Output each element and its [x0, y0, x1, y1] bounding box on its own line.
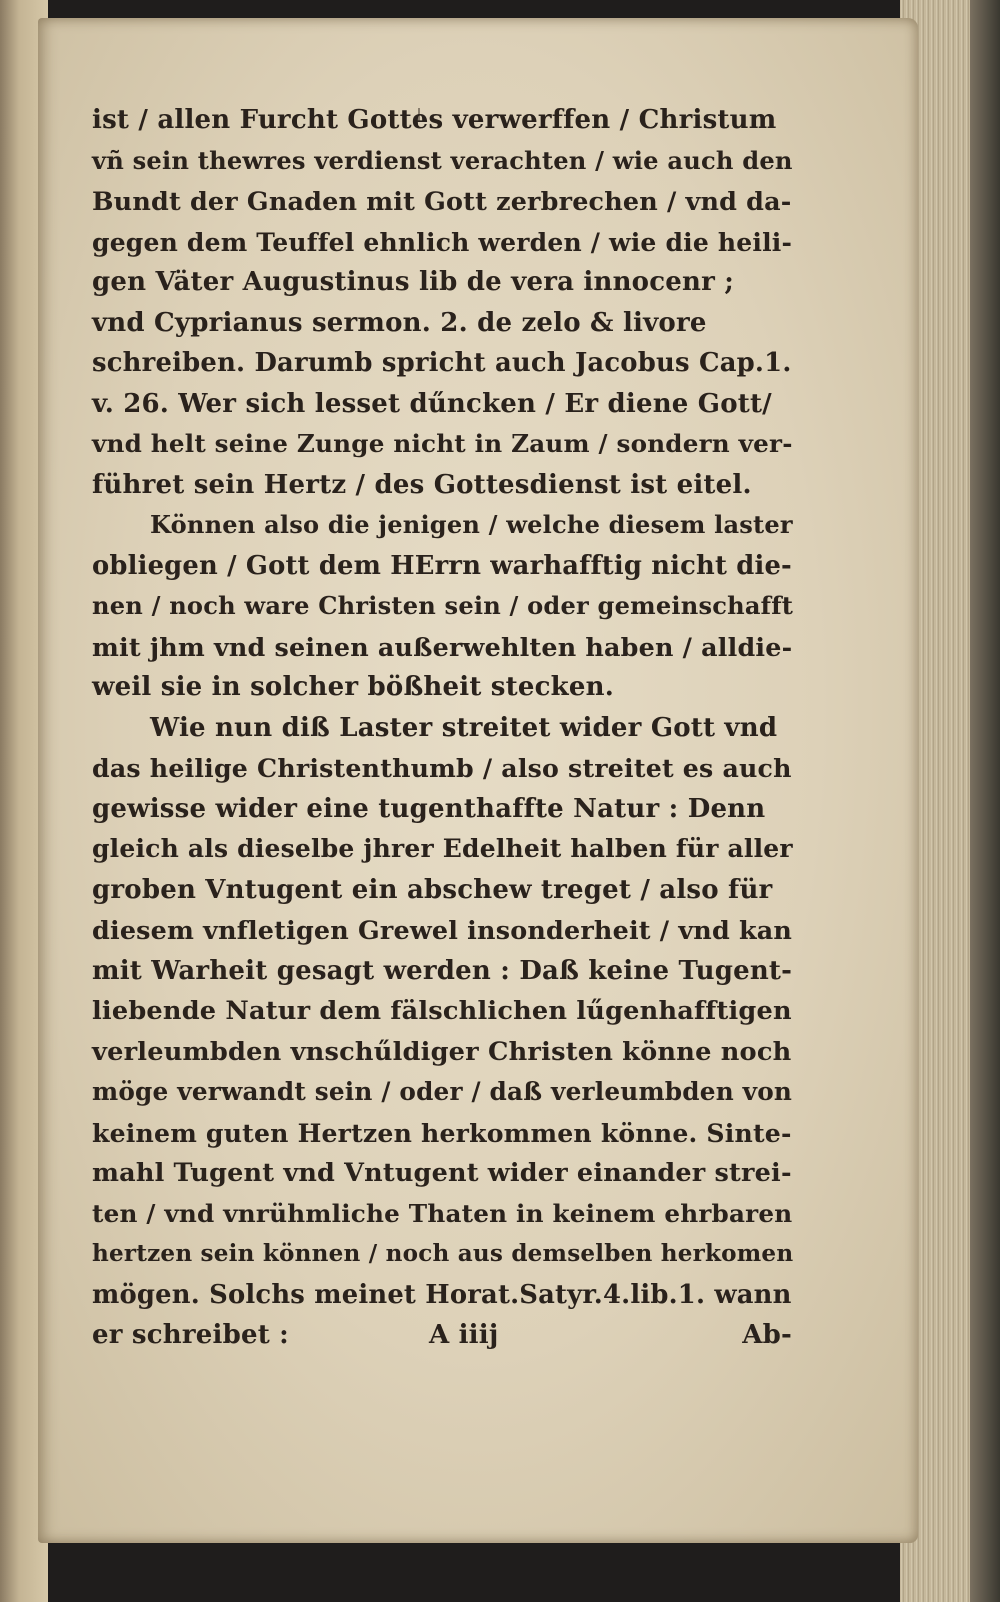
text-line: gen Väter Augustinus lib de vera innocenr ; [92, 267, 735, 297]
catchword: Ab- [742, 1320, 792, 1350]
book-edge-shadow [970, 0, 1000, 1602]
text-line: gleich als dieselbe jhrer Edelheit halben für aller [92, 834, 793, 863]
paragraph-start-line: Wie nun diß Laster streitet wider Gott vnd [150, 712, 778, 743]
text-line: möge verwandt sein / oder / daß verleumbden von [92, 1077, 793, 1106]
text-line: führet sein Hertz / des Gottesdienst ist eitel. [92, 469, 752, 500]
text-line: diesem vnfletigen Grewel insonderheit / vnd kan [92, 915, 793, 945]
text-line: vnd helt seine Zunge nicht in Zaum / sondern ver- [92, 429, 793, 458]
text-line: weil sie in solcher bößheit stecken. [92, 672, 614, 702]
text-line: ist / allen Furcht Gottes verwerffen / Christum [92, 105, 777, 135]
text-line: mahl Tugent vnd Vntugent wider einander strei- [92, 1158, 792, 1188]
text-line: ten / vnd vnrühmliche Thaten in keinem ehrbaren [92, 1198, 793, 1228]
text-line: vnd Cyprianus sermon. 2. de zelo & livore [92, 307, 707, 338]
text-line: mit jhm vnd seinen außerwehlten haben / alldie- [92, 631, 793, 662]
text-line: hertzen sein können / noch aus demselben herkomen [92, 1240, 794, 1267]
paragraph-start-line: Können also die jenigen / welche diesem laster [150, 510, 793, 539]
text-line: mögen. Solchs meinet Horat.Satyr.4.lib.1. wann [92, 1279, 792, 1310]
text-line: das heilige Christenthumb / also streitet es auch [92, 753, 792, 783]
text-line: verleumbden vnschűldiger Christen könne noch [92, 1036, 792, 1067]
page-footer [92, 1315, 792, 1356]
text-line: schreiben. Darumb spricht auch Jacobus Cap.1. [92, 348, 792, 378]
signature-mark: A iiij [428, 1320, 499, 1350]
text-line: v. 26. Wer sich lesset dűncken / Er diene Gott/ [92, 388, 772, 419]
page-text [92, 100, 792, 1356]
text-line: obliegen / Gott dem HErrn warhafftig nicht die- [92, 550, 792, 581]
text-line: groben Vntugent ein abschew treget / also für [92, 874, 773, 905]
last-text-line: er schreibet : [92, 1320, 289, 1350]
text-line: gegen dem Teuffel ehnlich werden / wie die heili- [92, 226, 793, 257]
text-line: mit Warheit gesagt werden : Daß keine Tugent- [92, 955, 793, 986]
text-line: Bundt der Gnaden mit Gott zerbrechen / vnd da- [92, 186, 792, 216]
text-line: gewisse wider eine tugenthaffte Natur : Denn [92, 793, 766, 824]
text-line: liebende Natur dem fälschlichen lűgenhafftigen [92, 996, 792, 1026]
text-line: vñ sein thewres verdienst verachten / wie auch den [92, 145, 793, 175]
text-line: keinem guten Hertzen herkommen könne. Sinte- [92, 1117, 792, 1148]
text-line: nen / noch ware Christen sein / oder gemeinschafft [92, 591, 794, 620]
